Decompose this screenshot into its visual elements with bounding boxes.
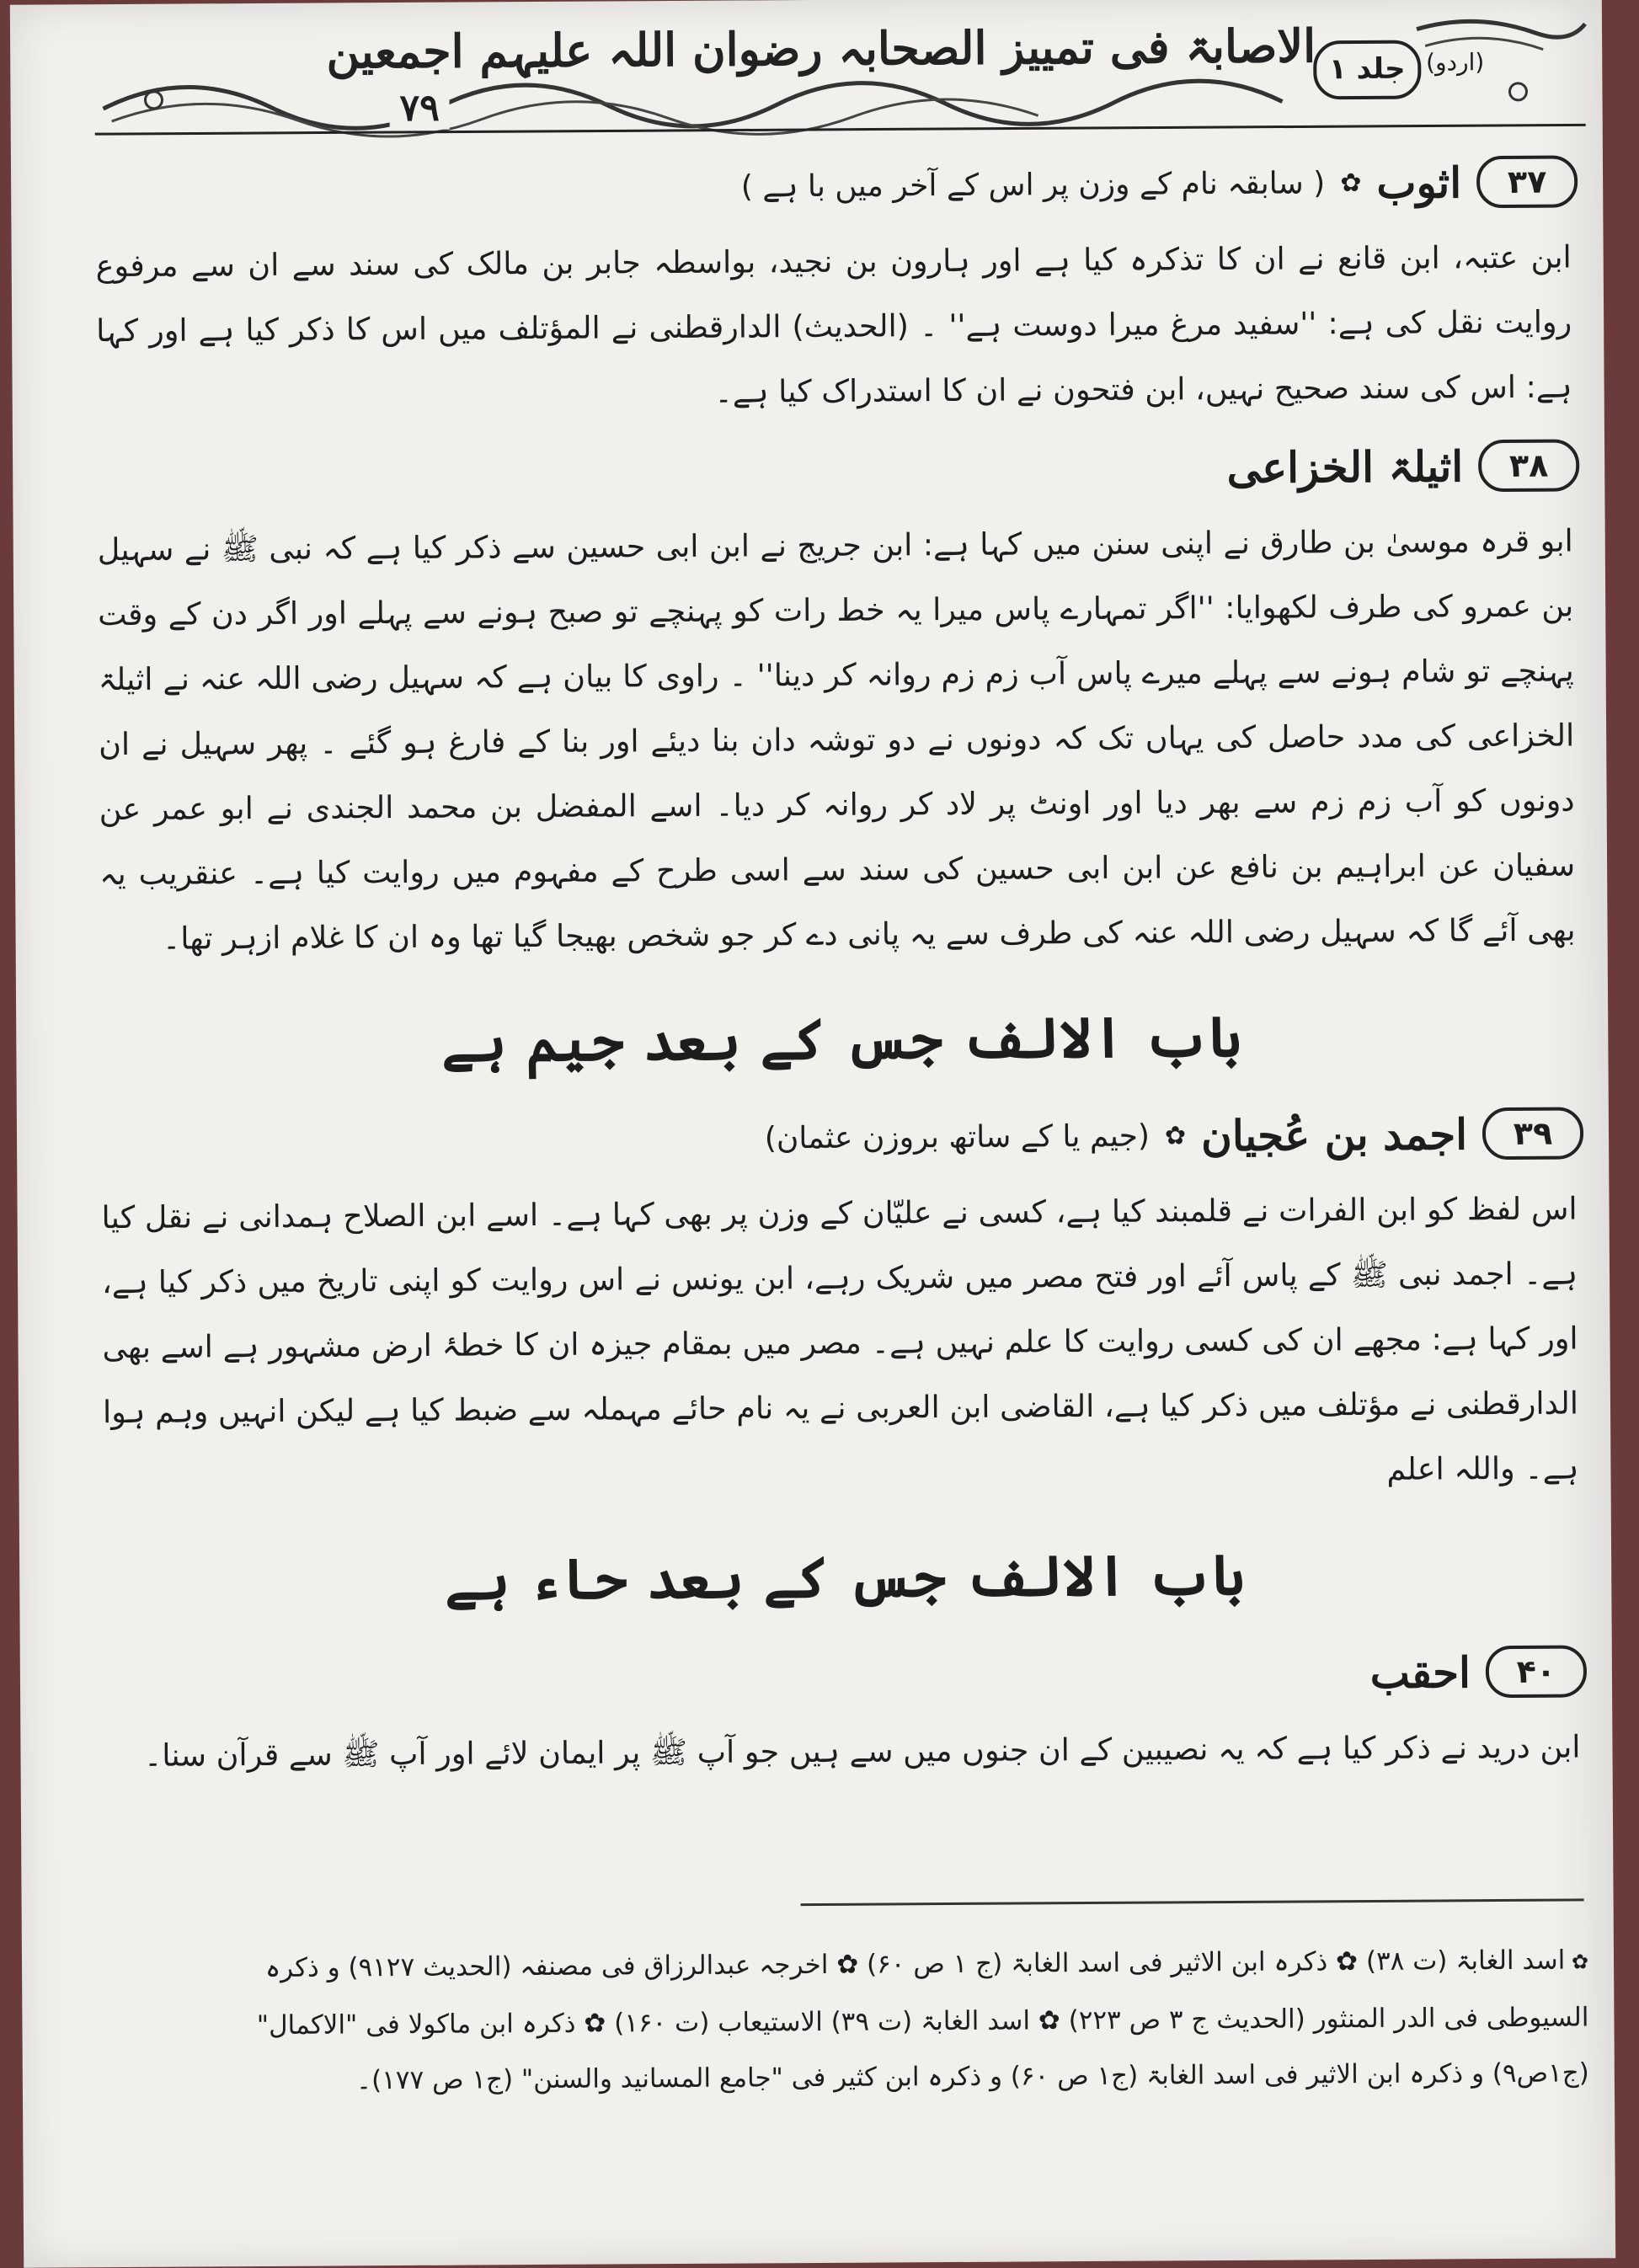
page-number: ۷۹ — [389, 87, 450, 130]
entry-heading — [104, 1636, 1587, 1715]
footnote-marker-icon: ✿ — [1565, 1950, 1589, 1974]
footnotes — [106, 1932, 1589, 2110]
book-page — [10, 0, 1615, 2268]
section-heading-jeem: باب الالف جس کے بعد جیم ہے — [441, 1003, 1242, 1075]
footnote-divider — [801, 1898, 1584, 1906]
entry-number-badge: ۳۷ — [1476, 155, 1578, 208]
footnote-star-icon: ✿ — [1164, 1120, 1187, 1150]
entry-name: احقب — [1369, 1646, 1471, 1698]
entry-heading — [95, 147, 1578, 225]
volume-badge: جلد ۱ — [1313, 40, 1421, 100]
footnote-star-icon: ✿ — [1340, 168, 1362, 198]
entry-paragraph: اس لفظ کو ابن الفرات نے قلمبند کیا ہے، کسی نے علیّان کے وزن پر بھی کہا ہے۔ اسے ابن الصلاح ہمدانی نے نقل کیا ہے۔ اجمد نبی ﷺ کے پاس آئے اور فتح مصر میں شریک رہے، ابن یونس نے اس روایت کو اپنی تاریخ میں ذکر کیا ہے، اور کہا ہے: مجھے ان کی کسی روایت کا علم نہیں ہے۔ مصر میں بمقام جیزہ ان کا خطۂ ارض مشہور ہے اسے بھی الدارقطنی نے مؤتلف میں ذکر کیا ہے، القاضی ابن العربی نے یہ نام حائے مہملہ سے ضبط کیا ہے لیکن انہیں وہم ہوا ہے۔ واللہ اعلم — [101, 1190, 1579, 1487]
entry-number-badge: ۳۹ — [1482, 1107, 1583, 1160]
entry-note: ( سابقہ نام کے وزن پر اس کے آخر میں با ہے ) — [740, 165, 1326, 204]
section-heading-haa: باب الالف جس کے بعد حاء ہے — [445, 1541, 1246, 1613]
entry-paragraph: ابن عتبہ، ابن قانع نے ان کا تذکرہ کیا ہے اور ہارون بن نجید، بواسطہ جابر بن مالک کی سند سے ان سے مرفوع روایت نقل کی ہے: ''سفید مرغ میرا دوست ہے'' ۔ (الحدیث) الدارقطنی نے المؤتلف میں اس کا ذکر کیا ہے اور کہا ہے: اس کی سند صحیح نہیں، ابن فتحون نے ان کا استدراک کیا ہے۔ — [95, 238, 1572, 410]
entry-heading — [97, 430, 1579, 509]
entry-name: اجمد بن عُجیان — [1200, 1108, 1468, 1161]
footnote-line: السیوطی فی الدر المنثور (الحدیث ج ۳ ص ۲۲۳) ✿ اسد الغابۃ (ت ۳۹) الاستیعاب (ت ۱۶۰) ✿ ذکرہ ابن ماکولا فی "الاکمال" — [256, 2002, 1589, 2041]
entry-paragraph: ابو قرہ موسیٰ بن طارق نے اپنی سنن میں کہا ہے: ابن جریج نے ابن ابی حسین سے ذکر کیا ہے کہ نبی ﷺ نے سہیل بن عمرو کی طرف لکھوایا: ''اگر تمہارے پاس میرا یہ خط رات کو پہنچے تو صبح ہونے سے پہلے اور اگر دن کے وقت پہنچے تو شام ہونے سے پہلے میرے پاس آب زم زم روانہ کر دینا'' ۔ راوی کا بیان ہے کہ سہیل رضی اللہ عنہ نے اثیلۃ الخزاعی کی مدد حاصل کی یہاں تک کہ دونوں نے دو توشہ دان بنا دیئے اور بنا کے فارغ ہو گئے ۔ پھر سہیل نے ان دونوں کو آب زم زم سے بھر دیا اور اونٹ پر لاد کر روانہ کر دیا۔ اسے المفضل بن محمد الجندی نے ابو عمر عن سفیان عن ابراہیم بن نافع عن ابن ابی حسین کی سند سے اسی طرح کے مفہوم میں روایت کیا ہے۔ عنقریب یہ بھی آئے گا کہ سہیل رضی اللہ عنہ کی طرف سے یہ پانی دے کر جو شخص بھیجا گیا تھا وہ ان کا غلام ازہر تھا۔ — [97, 522, 1576, 957]
book-title: الاصابۃ فی تمییز الصحابہ رضوان اللہ علیہم اجمعین — [326, 19, 1316, 79]
footnote-line: ✿ اسد الغابۃ (ت ۳۸) ✿ ذکرہ ابن الاثیر فی اسد الغابۃ (ج ۱ ص ۶۰) ✿ اخرجہ عبدالرزاق فی مصنفہ (الحدیث ۹۱۲۷) و ذکرہ — [264, 1945, 1589, 1983]
main-content — [95, 147, 1588, 1795]
entry-note: (جیم یا کے ساتھ بروزن عثمان) — [764, 1118, 1151, 1155]
page-header — [86, 7, 1594, 151]
entry-heading — [101, 1098, 1583, 1177]
entry-name: اثوب — [1376, 157, 1462, 208]
footnote-line: (ج۱ص۹) و ذکرہ ابن الاثیر فی اسد الغابۃ (ج۱ ص ۶۰) و ذکرہ ابن کثیر فی "جامع المسانید والسنن" (ج۱ ص ۱۷۷)۔ — [355, 2057, 1589, 2096]
entry-paragraph: ابن درید نے ذکر کیا ہے کہ یہ نصیبین کے ان جنوں میں سے ہیں جو آپ ﷺ پر ایمان لائے اور آپ ﷺ سے قرآن سنا۔ — [143, 1728, 1581, 1774]
entry-name: اثیلۃ الخزاعی — [1226, 440, 1464, 493]
entry-number-badge: ۳۸ — [1478, 439, 1579, 492]
language-tag: (اردو) — [1426, 48, 1485, 77]
entry-number-badge: ۴۰ — [1486, 1645, 1587, 1698]
